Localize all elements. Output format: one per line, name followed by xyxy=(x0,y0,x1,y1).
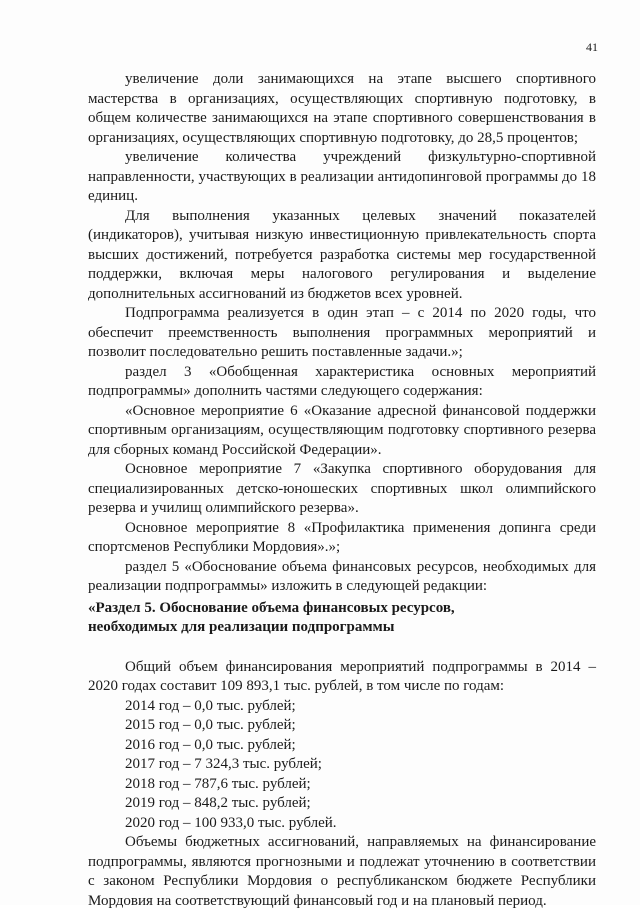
paragraph-sport-mastery-share: увеличение доли занимающихся на этапе высшего спортивного мастерства в организациях, осуществляющих спортивную подготовку, в общем количестве занимающихся на этапе спортивного совершенствования в организациях, осуществляющих спортивную подготовку, до 28,5 процентов; xyxy=(88,71,596,146)
financing-year-item: 2017 год – 7 324,3 тыс. рублей; xyxy=(125,756,322,772)
paragraph-antidoping-institutions: увеличение количества учреждений физкультурно-спортивной направленности, участвующих в реализации антидопинговой программы до 18 единиц. xyxy=(88,149,596,204)
paragraph-implementation-stage: Подпрограмма реализуется в один этап – с 2014 по 2020 годы, что обеспечит преемственность выполнения программных мероприятий и позволит последовательно решить поставленные задачи.»; xyxy=(88,305,596,360)
paragraph-main-activity-6: «Основное мероприятие 6 «Оказание адресной финансовой поддержки спортивным организациям, осуществляющим подготовку спортивного резерва для сборных команд Российской Федерации». xyxy=(88,402,596,458)
financing-year-item: 2015 год – 0,0 тыс. рублей; xyxy=(125,717,296,733)
section-title-line-2: необходимых для реализации подпрограммы xyxy=(88,619,395,635)
financing-year-item: 2019 год – 848,2 тыс. рублей; xyxy=(125,795,311,811)
financing-year-item: 2020 год – 100 933,0 тыс. рублей. xyxy=(125,814,337,831)
paragraph-budget-allocations: Объемы бюджетных ассигнований, направляемых на финансирование подпрограммы, являются прогнозными и подлежат уточнению в соответствии с законом Республики Мордовия о республиканском бюджете Республики Мордовия на соответствующий финансовый год и на плановый период. xyxy=(88,834,596,909)
paragraph-section-5-amendment: раздел 5 «Обоснование объема финансовых ресурсов, необходимых для реализации подпрограммы» изложить в следующей редакции: xyxy=(88,558,596,594)
financing-by-year-list xyxy=(88,697,596,834)
page-number: 41 xyxy=(586,40,598,54)
paragraph-financing-intro: Общий объем финансирования мероприятий подпрограммы в 2014 – 2020 годах составит 109 893,1 тыс. рублей, в том числе по годам: xyxy=(88,658,596,694)
section-title-line-1: «Раздел 5. Обоснование объема финансовых ресурсов, xyxy=(88,599,455,616)
financing-year-item: 2014 год – 0,0 тыс. рублей; xyxy=(125,697,296,714)
section-title xyxy=(88,599,596,638)
financing-year-item: 2018 год – 787,6 тыс. рублей; xyxy=(125,775,311,792)
paragraph-target-indicators: Для выполнения указанных целевых значений показателей (индикаторов), учитывая низкую инвестиционную привлекательность спорта высших достижений, потребуется разработка системы мер государственной поддержки, включая меры налогового регулирования и выделение дополнительных ассигнований из бюджетов всех уровней. xyxy=(88,207,596,302)
paragraph-section-3-amendment: раздел 3 «Обобщенная характеристика основных мероприятий подпрограммы» дополнить частями следующего содержания: xyxy=(88,363,596,399)
document-body xyxy=(88,70,596,911)
paragraph-main-activity-7: Основное мероприятие 7 «Закупка спортивного оборудования для специализированных детско-юношеских спортивных школ олимпийского резерва и училищ олимпийского резерва». xyxy=(88,461,596,516)
financing-year-item: 2016 год – 0,0 тыс. рублей; xyxy=(125,736,296,753)
paragraph-main-activity-8: Основное мероприятие 8 «Профилактика применения допинга среди спортсменов Республики Мордовия».»; xyxy=(88,519,596,555)
